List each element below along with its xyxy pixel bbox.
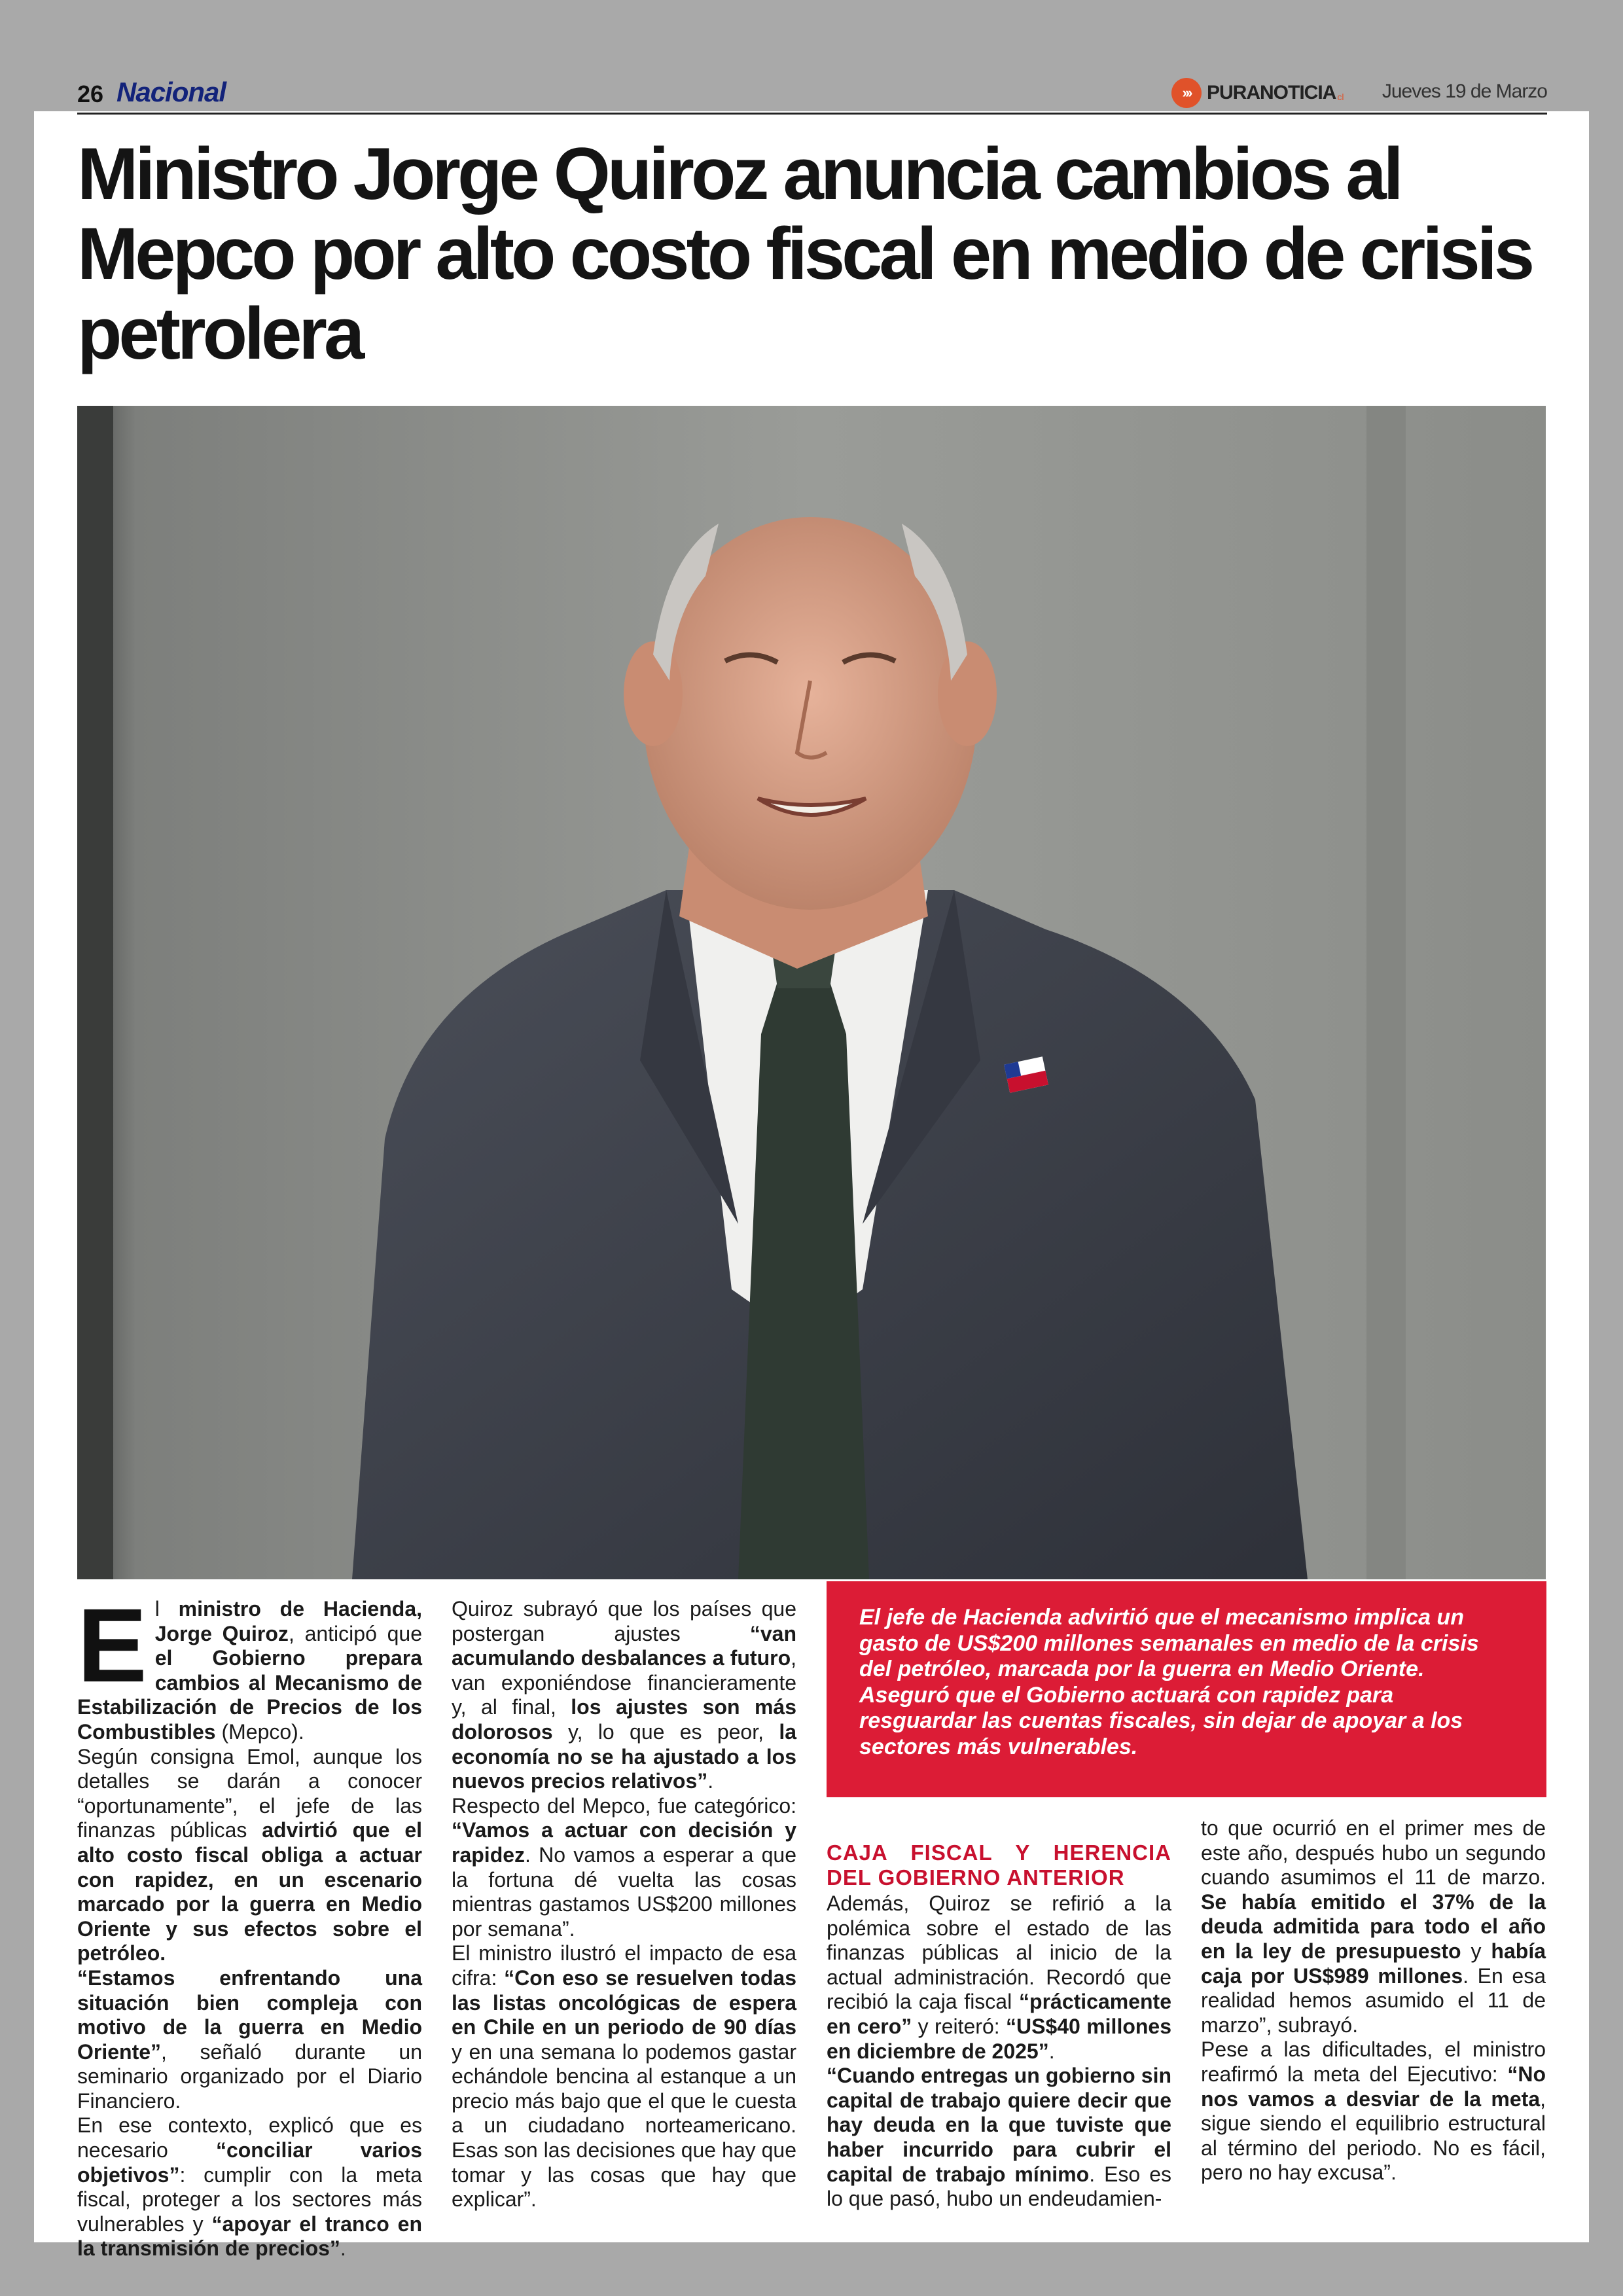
column-1-body — [77, 1587, 423, 2261]
text-run: , sigue siendo el equilibrio estructural al término del periodo. No es fácil, pero no hay excusa”. — [1201, 2087, 1546, 2185]
page-number: 26 — [77, 81, 104, 107]
column-2-body — [452, 1597, 796, 2212]
paragraph — [827, 2064, 1171, 2212]
bold-run: “Estamos enfrentando una situación bien compleja con motivo de la guerra en Medio Oriente” — [77, 1965, 422, 2064]
article-column-2 — [452, 1597, 796, 2212]
subheading-block — [827, 1840, 1171, 1890]
puranoticia-logo — [1171, 78, 1344, 108]
text-run: . — [340, 2236, 346, 2261]
bold-run: “Con eso se resuelven todas las listas oncológicas de espera en Chile en un periodo de 90 días — [452, 1965, 797, 2039]
portrait-photo — [77, 406, 1546, 1579]
bold-run: los ajustes son más dolorosos — [452, 1695, 796, 1744]
issue-date: Jueves 19 de Marzo — [1382, 81, 1547, 102]
paragraph — [1201, 2037, 1546, 2185]
text-run: Además, Quiroz se refirió a la polémica sobre el estado de las finanzas públicas al inicio de la actual administración. Recordó que recibió la caja fiscal — [827, 1892, 1171, 2014]
text-run: , van exponiéndose financieramente y, al final, — [452, 1646, 796, 1719]
section-subheading: CAJA FISCAL Y HERENCIA DEL GOBIERNO ANTERIOR — [827, 1840, 1171, 1890]
paragraph — [452, 1794, 796, 1942]
bold-run: advirtió que el alto costo fiscal obliga a actuar con rapidez, en un escenario marcado por la guerra en Medio Oriente y sus efectos sobre el petróleo. — [77, 1818, 422, 1965]
paragraph — [77, 1966, 422, 2114]
highlight-callout — [827, 1581, 1546, 1797]
bold-run: Se había emitido el 37% de la deuda admitida para todo el año en la ley de presupuesto — [1201, 1890, 1546, 1963]
text-run: y reiteró: — [912, 2014, 1006, 2038]
section-name: Nacional — [116, 77, 226, 107]
text-run: y, lo que es peor, — [552, 1719, 779, 1744]
paragraph — [1201, 1816, 1546, 2037]
headline: Ministro Jorge Quiroz anuncia cambios al Mepco por alto costo fiscal en medio de crisis petrolera — [77, 133, 1532, 374]
bold-run: ministro de Hacienda, Jorge Quiroz — [154, 1597, 423, 1645]
column-4-body — [1201, 1816, 1546, 2185]
bold-run: “US$40 millones en diciembre de 2025” — [827, 2014, 1172, 2063]
article-column-3 — [827, 1892, 1171, 2212]
text-run: l — [154, 1597, 179, 1621]
text-run: . — [707, 1769, 714, 1793]
paragraph — [77, 1745, 422, 1966]
text-run: : cumplir con la meta fiscal, proteger a los sectores más vulnerables y — [77, 2162, 422, 2236]
bold-run: “No nos vamos a desviar de la meta — [1201, 2062, 1546, 2111]
text-run: (Mepco). — [215, 1719, 304, 1744]
article-column-4 — [1201, 1816, 1546, 2185]
chevrons-icon: ››› — [1171, 78, 1202, 108]
text-run: , anticipó que — [288, 1621, 423, 1645]
text-run: En ese contexto, explicó que es necesario — [77, 2113, 422, 2162]
text-run: . No vamos a esperar a que la fortuna dé vuelta las cosas mientras gastamos US$200 millones por semana”. — [452, 1842, 796, 1941]
logo-text: PURANOTICIA — [1207, 82, 1336, 103]
text-run: El ministro ilustró el impacto de esa cifra: — [452, 1941, 796, 1990]
bold-run: “conciliar varios objetivos” — [77, 2138, 423, 2187]
bold-run: “prácticamente en cero” — [827, 1990, 1171, 2038]
paragraph — [77, 2113, 422, 2261]
page-header — [77, 75, 1547, 116]
logo-suffix: cl — [1337, 92, 1344, 102]
callout-text: El jefe de Hacienda advirtió que el mecanismo implica un gasto de US$200 millones semanales en medio de la crisis del petróleo, marcada por la guerra en Medio Oriente. Aseguró que el Gobierno actuará con rapidez para resguardar las cuentas fiscales, sin dejar de apoyar a los sectores más vulnerables. — [859, 1605, 1479, 1759]
header-rule — [77, 113, 1547, 115]
text-run: y en una semana lo podemos gastar echándole bencina al estanque a un precio más bajo que el que le cuesta a un ciudadano norteamericano. Esas son las decisiones que hay que tomar y las cosas que hay que explicar”. — [452, 2039, 796, 2212]
paragraph — [452, 1941, 796, 2212]
text-run: Quiroz subrayó que los países que postergan ajustes — [452, 1597, 796, 1645]
text-run: . Eso es lo que pasó, hubo un endeudamien- — [827, 2162, 1172, 2211]
text-run: to que ocurrió en el primer mes de este año, después hubo un segundo cuando asumimos el 11 de marzo. — [1201, 1816, 1546, 1890]
bold-run: el Gobierno prepara cambios al Mecanismo de Estabilización de Precios de los Combustibles — [77, 1646, 422, 1744]
text-run: , señaló durante un seminario organizado por el Diario Financiero. — [77, 2039, 422, 2113]
text-run: Pese a las dificultades, el ministro reafirmó la meta del Ejecutivo: — [1201, 2037, 1546, 2086]
drop-cap: E — [77, 1587, 147, 1704]
bold-run: “van acumulando desbalances a futuro — [452, 1621, 796, 1670]
bold-run: “Cuando entregas un gobierno sin capital de trabajo quiere decir que hay deuda en la que tuviste que haber incurrido para cubrir el capital de trabajo mínimo — [827, 2064, 1171, 2186]
paragraph — [452, 1597, 796, 1794]
bold-run: la economía no se ha ajustado a los nuevos precios relativos” — [452, 1719, 796, 1793]
column-3-body — [827, 1892, 1171, 2212]
bold-run: había caja por US$989 millones — [1201, 1939, 1546, 1988]
bold-run: “apoyar el tranco en la transmisión de precios” — [77, 2212, 423, 2261]
text-run: Respecto del Mepco, fue categórico: — [452, 1793, 796, 1818]
text-run: . — [1048, 2039, 1055, 2063]
paragraph — [827, 1892, 1171, 2064]
article-column-1 — [77, 1587, 423, 2261]
bold-run: “Vamos a actuar con decisión y rapidez — [452, 1818, 796, 1867]
text-run: y — [1461, 1939, 1491, 1963]
text-run: Según consigna Emol, aunque los detalles se darán a conocer “oportunamente”, el jefe de las finanzas públicas — [77, 1744, 422, 1842]
text-run: . En esa realidad hemos asumido el 11 de marzo”, subrayó. — [1201, 1964, 1546, 2037]
